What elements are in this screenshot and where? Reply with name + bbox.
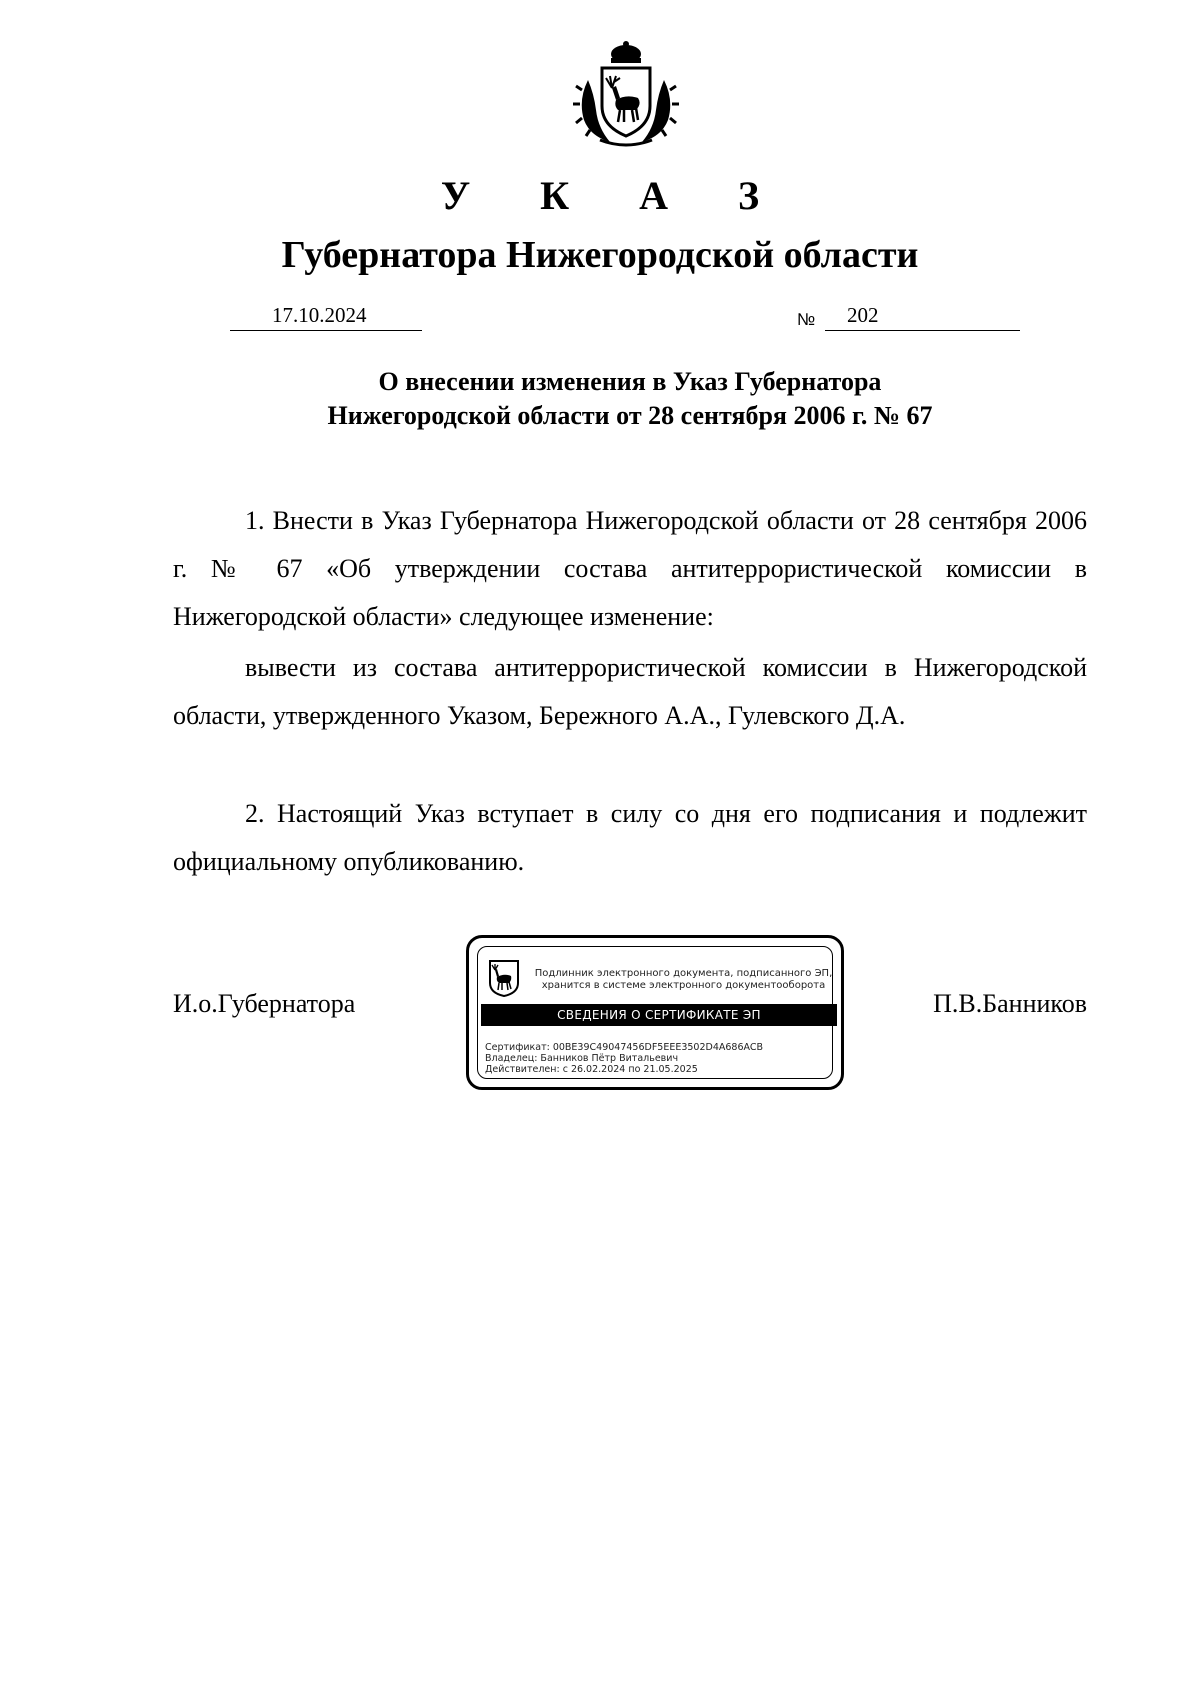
date-field [230,302,422,331]
deer-emblem-icon [488,959,520,997]
document-type-title: У К А З [440,173,790,218]
certificate-info-bar: СВЕДЕНИЯ О СЕРТИФИКАТЕ ЭП [481,1004,837,1026]
document-heading [0,365,1200,433]
issuer-subtitle: Губернатора Нижегородской области [281,234,919,276]
document-date: 17.10.2024 [272,303,367,327]
document-number: 202 [847,303,879,327]
number-field [825,302,1020,331]
number-sign: № [797,310,816,329]
signer-position: И.о.Губернатора [173,989,356,1018]
body-paragraph-2: вывести из состава антитеррористической комиссии в Нижегородской области, утвержденного Указом, Бережного А.А., Гулевского Д.А. [173,653,1087,730]
certificate-details [485,1042,763,1075]
nizhny-novgorod-coat-of-arms-icon [570,40,682,148]
certificate-validity: Действителен: с 26.02.2024 по 21.05.2025 [485,1064,698,1075]
stamp-storage-notice: хранится в системе электронного документооборота [541,980,826,991]
certificate-owner: Владелец: Банников Пётр Витальевич [485,1053,679,1064]
signer-name: П.В.Банников [933,989,1087,1018]
body-paragraph-3: 2. Настоящий Указ вступает в силу со дня его подписания и подлежит официальному опубликованию. [173,799,1087,876]
heading-line-2: Нижегородской области от 28 сентября 2006 г. № 67 [327,401,933,430]
body-paragraph-1: 1. Внести в Указ Губернатора Нижегородской области от 28 сентября 2006 г. № 67 «Об утверждении состава антитеррористической комиссии в Нижегородской области» следующее изменение: [173,506,1087,631]
electronic-signature-stamp [466,935,844,1090]
heading-line-1: О внесении изменения в Указ Губернатора [378,367,882,396]
stamp-original-notice: Подлинник электронного документа, подписанного ЭП, [534,968,833,979]
certificate-serial: Сертификат: 00BE39C49047456DF5EEE3502D4A686ACB [485,1042,763,1053]
